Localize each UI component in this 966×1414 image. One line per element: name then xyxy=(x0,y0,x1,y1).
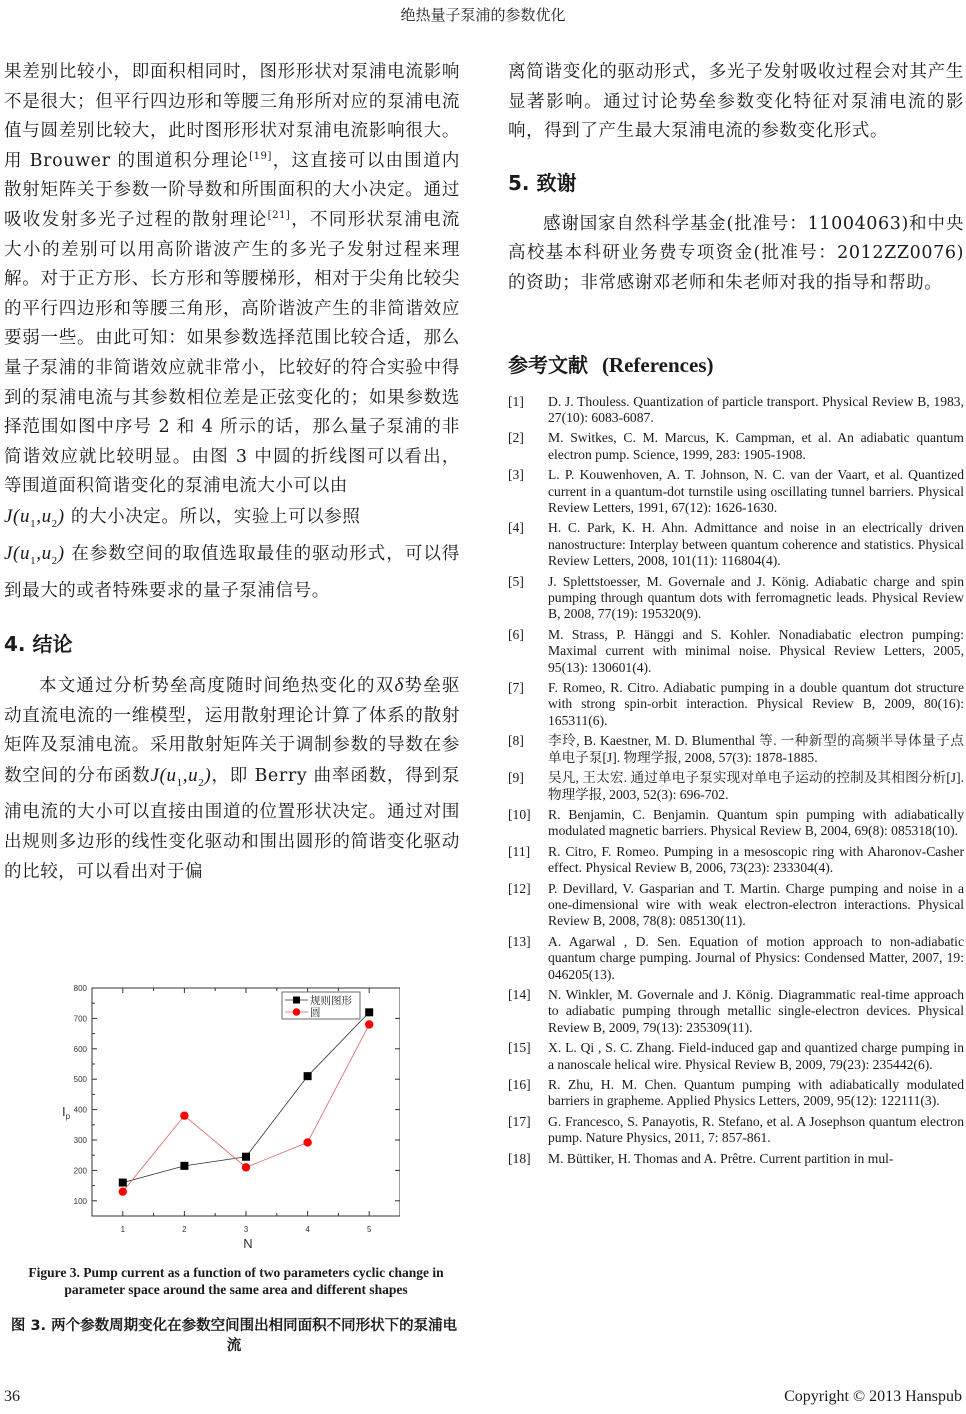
data-point xyxy=(119,1187,127,1195)
reference-item xyxy=(508,987,964,1036)
figure-caption-zh: 图 3. 两个参数周期变化在参数空间围出相同面积不同形状下的泵浦电流 xyxy=(10,1318,458,1354)
reference-text: 李玲, B. Kaestner, M. D. Blumenthal 等. 一种新型的高频半导体量子点单电子泵[J]. 物理学报, 2008, 57(3): 1878-1885. xyxy=(548,733,964,765)
paragraph-acknowledgement: 感谢国家自然科学基金(批准号：11004063)和中央高校基本科研业务费专项资金(批准号：2012ZZ0076)的资助；非常感谢邓老师和朱老师对我的指导和帮助。 xyxy=(508,213,964,293)
data-point xyxy=(365,1020,373,1028)
reference-text: G. Francesco, S. Panayotis, R. Stefano, et al. A Josephson quantum electron pump. Nature Physics, 2011, 7: 857-861. xyxy=(548,1113,964,1146)
reference-item xyxy=(508,394,964,427)
reference-text: M. Büttiker, H. Thomas and A. Prêtre. Current partition in mul- xyxy=(548,1150,894,1166)
data-point xyxy=(304,1072,312,1080)
reference-text: H. C. Park, K. H. Ahn. Admittance and noise in an electrically driven nanostructure: Interplay between quantum coherence and statistics. Physical Review Letters, 2008, 101(11): 116804(4). xyxy=(548,520,964,569)
data-point xyxy=(180,1111,188,1119)
left-column xyxy=(4,58,460,887)
text-run: ，这直接可以由围道内散射矩阵关于参数一阶导数和所围面积的大小决定。通过吸收发射多光子过程的散射理论 xyxy=(4,150,460,230)
reference-number: [9] xyxy=(508,770,524,786)
reference-number: [17] xyxy=(508,1113,531,1129)
data-point xyxy=(180,1162,188,1170)
reference-item xyxy=(508,1040,964,1073)
references-title-zh: 参考文献 xyxy=(508,352,588,377)
section-4-title: 4. 结论 xyxy=(4,632,73,657)
plot-frame xyxy=(92,988,400,1216)
text-run: 势垒驱动直流电流的一维模型，运用散射理论计算了体系的散射矩阵及泵浦电流。采用散射矩阵关于调制参数的导数在参数空间的分布函数 xyxy=(4,676,460,787)
y-tick-label: 600 xyxy=(73,1044,87,1054)
reference-number: [7] xyxy=(508,680,524,696)
reference-item xyxy=(508,574,964,623)
reference-item xyxy=(508,1114,964,1147)
math-J-u1-u2: $J(u_1,u_2)$ xyxy=(4,543,65,568)
text-run: 在参数空间的取值选取最佳的驱动形式，可以得到最大的或者特殊要求的量子泵浦信号。 xyxy=(4,544,460,601)
figure-caption-en: Figure 3. Pump current as a function of two parameters cyclic change in parameter space around the same area and different shapes xyxy=(28,1265,444,1297)
y-tick-label: 800 xyxy=(73,984,87,993)
y-tick-label: 500 xyxy=(73,1075,87,1085)
y-tick-label: 300 xyxy=(73,1136,87,1145)
data-point xyxy=(242,1163,250,1171)
pump-current-chart xyxy=(50,968,400,1258)
section-5-title: 5. 致谢 xyxy=(508,170,577,195)
series-regular-shape xyxy=(119,1008,373,1186)
reference-text: R. Benjamin, C. Benjamin. Quantum spin pumping with adiabatically modulated magnetic barriers. Physical Review B, 2004, 69(8): 085318(10). xyxy=(548,806,964,839)
x-tick-label: 4 xyxy=(305,1225,310,1234)
legend-label: 规则图形 xyxy=(310,995,352,1007)
right-column xyxy=(508,58,964,1171)
data-point xyxy=(242,1153,250,1161)
reference-item xyxy=(508,844,964,877)
data-point xyxy=(365,1008,373,1016)
reference-number: [10] xyxy=(508,806,531,822)
reference-item xyxy=(508,1077,964,1110)
x-tick-label: 2 xyxy=(182,1225,187,1234)
data-point xyxy=(303,1138,311,1146)
paragraph-conclusion xyxy=(4,671,460,887)
reference-text: R. Zhu, H. M. Chen. Quantum pumping with adiabatically modulated barriers in grapheme. Applied Physics Letters, 2009, 95(12): 122111(3). xyxy=(548,1077,964,1109)
reference-text: P. Devillard, V. Gasparian and T. Martin. Charge pumping and noise in a one-dimensional wire with weak electron-electron interactions. Physical Review B, 2008, 78(8): 085130(11). xyxy=(548,880,964,929)
data-point xyxy=(119,1179,127,1187)
reference-item xyxy=(508,680,964,729)
reference-number: [12] xyxy=(508,880,531,896)
reference-text: M. Switkes, C. M. Marcus, K. Campman, et al. An adiabatic quantum electron pump. Science, 1999, 283: 1905-1908. xyxy=(548,430,964,462)
reference-number: [3] xyxy=(508,467,524,483)
x-axis xyxy=(121,988,372,1234)
reference-number: [1] xyxy=(508,393,524,409)
paragraph-discussion xyxy=(4,58,460,606)
reference-text: J. Splettstoesser, M. Governale and J. König. Adiabatic charge and spin pumping through quantum dots with ferromagnetic leads. Physical Review B, 2008, 77(19): 195320(9). xyxy=(548,573,964,622)
reference-item xyxy=(508,430,964,463)
citation-19[interactable]: [19] xyxy=(249,150,272,162)
legend-label: 圆 xyxy=(310,1007,321,1019)
text-run: 本文通过分析势垒高度随时间绝热变化的双 xyxy=(39,676,395,697)
references-title xyxy=(508,349,964,378)
y-tick-label: 700 xyxy=(73,1014,87,1024)
reference-number: [5] xyxy=(508,573,524,589)
text-run: ，即 Berry 曲率函数，得到泵浦电流的大小可以直接由围道的位置形状决定。通过对围出规则多边形的线性变化驱动和围出圆形的简谐变化驱动的比较，可以看出对于偏 xyxy=(4,766,460,882)
legend xyxy=(282,992,360,1019)
reference-list xyxy=(508,394,964,1167)
legend-marker-square xyxy=(293,997,300,1004)
y-tick-label: 100 xyxy=(73,1196,87,1206)
reference-text: F. Romeo, R. Citro. Adiabatic pumping in a double quantum dot structure with strong spin-orbit interaction. Physical Review B, 2009, 80(16): 165311(6). xyxy=(548,680,964,728)
running-title: 绝热量子泵浦的参数优化 xyxy=(400,6,566,24)
reference-number: [15] xyxy=(508,1040,531,1056)
x-tick-label: 5 xyxy=(366,1225,372,1234)
reference-item xyxy=(508,807,964,840)
reference-number: [2] xyxy=(508,430,524,446)
text-run: 果差别比较小，即面积相同时，图形形状对泵浦电流影响不是很大；但平行四边形和等腰三角形所对应的泵浦电流值与圆差别比较大，此时图形形状对泵浦电流影响很大。用 Brouwer 的围道积分理论 xyxy=(4,62,460,171)
citation-21[interactable]: [21] xyxy=(267,209,291,221)
reference-text: L. P. Kouwenhoven, A. T. Johnson, N. C. van der Vaart, et al. Quantized current in a quantum-dot turnstile using oscillating tunnel barriers. Physical Review Letters, 1991, 67(12): 1626-1630. xyxy=(548,467,964,515)
x-tick-label: 1 xyxy=(120,1225,126,1234)
reference-text: X. L. Qi , S. C. Zhang. Field-induced gap and quantized charge pumping in a nanoscale helical wire. Physical Review B, 2009, 79(23): 235442(6). xyxy=(548,1040,964,1072)
reference-text: D. J. Thouless. Quantization of particle transport. Physical Review B, 1983, 27(10): 6083-6087. xyxy=(548,393,964,425)
reference-number: [8] xyxy=(508,733,524,749)
reference-number: [14] xyxy=(508,986,531,1002)
reference-item xyxy=(508,934,964,983)
reference-number: [13] xyxy=(508,933,531,949)
reference-item xyxy=(508,770,964,803)
reference-item xyxy=(508,881,964,930)
reference-number: [18] xyxy=(508,1150,531,1166)
page-number: 36 xyxy=(4,1388,20,1405)
reference-item xyxy=(508,467,964,516)
reference-number: [4] xyxy=(508,520,524,536)
y-tick-label: 200 xyxy=(73,1166,87,1176)
reference-text: M. Strass, P. Hänggi and S. Kohler. Nonadiabatic electron pumping: Maximal current with minimal noise. Physical Review Letters, 2005, 95(13): 130601(4). xyxy=(548,626,964,675)
y-axis-label: $I_p$ xyxy=(62,1104,71,1121)
x-axis-label: N xyxy=(243,1236,253,1251)
math-J-u1-u2: $J(u_1,u_2)$ xyxy=(150,765,212,789)
copyright-notice: Copyright © 2013 Hanspub xyxy=(784,1388,962,1405)
text-run: ，不同形状泵浦电流大小的差别可以用高阶谐波产生的多光子发射过程来理解。对于正方形、长方形和等腰梯形，相对于尖角比较尖的平行四边形和等腰三角形，高阶谐波产生的非简谐效应要弱一些。由此可知：如果参数选择范围比较合适，那么量子泵浦的非简谐效应就非常小，比较好的符合实验中得到的泵浦电流与其参数相位差是正弦变化的；如果参数选择范围如图中序号 2 和 4 所示的话，那么量子泵浦的非简谐效应就比较明显。由图 3 中圆的折线图可以看出，等围道面积简谐变化的泵浦电流大小可以由 xyxy=(4,209,461,497)
x-tick-label: 3 xyxy=(243,1225,249,1234)
reference-text: A. Agarwal , D. Sen. Equation of motion approach to non-adiabatic quantum charge pumping. Journal of Physics: Condensed Matter, 2007, 19: 046205(13). xyxy=(548,933,964,982)
reference-text: 吴凡, 王太宏. 通过单电子泵实现对单电子运动的控制及其相图分析[J]. 物理学报, 2003, 52(3): 696-702. xyxy=(548,770,964,802)
reference-number: [6] xyxy=(508,626,524,642)
paragraph-continued: 离简谐变化的驱动形式，多光子发射吸收过程会对其产生显著影响。通过讨论势垒参数变化特征对泵浦电流的影响，得到了产生最大泵浦电流的参数变化形式。 xyxy=(508,62,964,142)
text-run: 的大小决定。所以，实验上可以参照 xyxy=(70,506,361,527)
reference-item xyxy=(508,733,964,766)
reference-text: N. Winkler, M. Governale and J. König. Diagrammatic real-time approach to adiabatic pumping through metallic single-electron devices. Physical Review B, 2009, 79(13): 235309(11). xyxy=(548,986,964,1035)
series-layer xyxy=(119,1008,374,1196)
series-circle xyxy=(119,1020,374,1196)
math-J-u1-u2: $J(u_1,u_2)$ xyxy=(4,505,65,530)
references-title-en: (References) xyxy=(601,352,714,377)
reference-item xyxy=(508,520,964,569)
reference-item xyxy=(508,627,964,676)
y-tick-label: 400 xyxy=(73,1105,87,1115)
legend-marker-circle xyxy=(293,1008,301,1016)
math-delta: δ xyxy=(394,675,404,697)
reference-text: R. Citro, F. Romeo. Pumping in a mesoscopic ring with Aharonov-Casher effect. Physical Review B, 2006, 73(23): 233304(4). xyxy=(548,843,964,876)
reference-item xyxy=(508,1151,964,1167)
reference-number: [16] xyxy=(508,1077,531,1092)
reference-number: [11] xyxy=(508,843,531,859)
